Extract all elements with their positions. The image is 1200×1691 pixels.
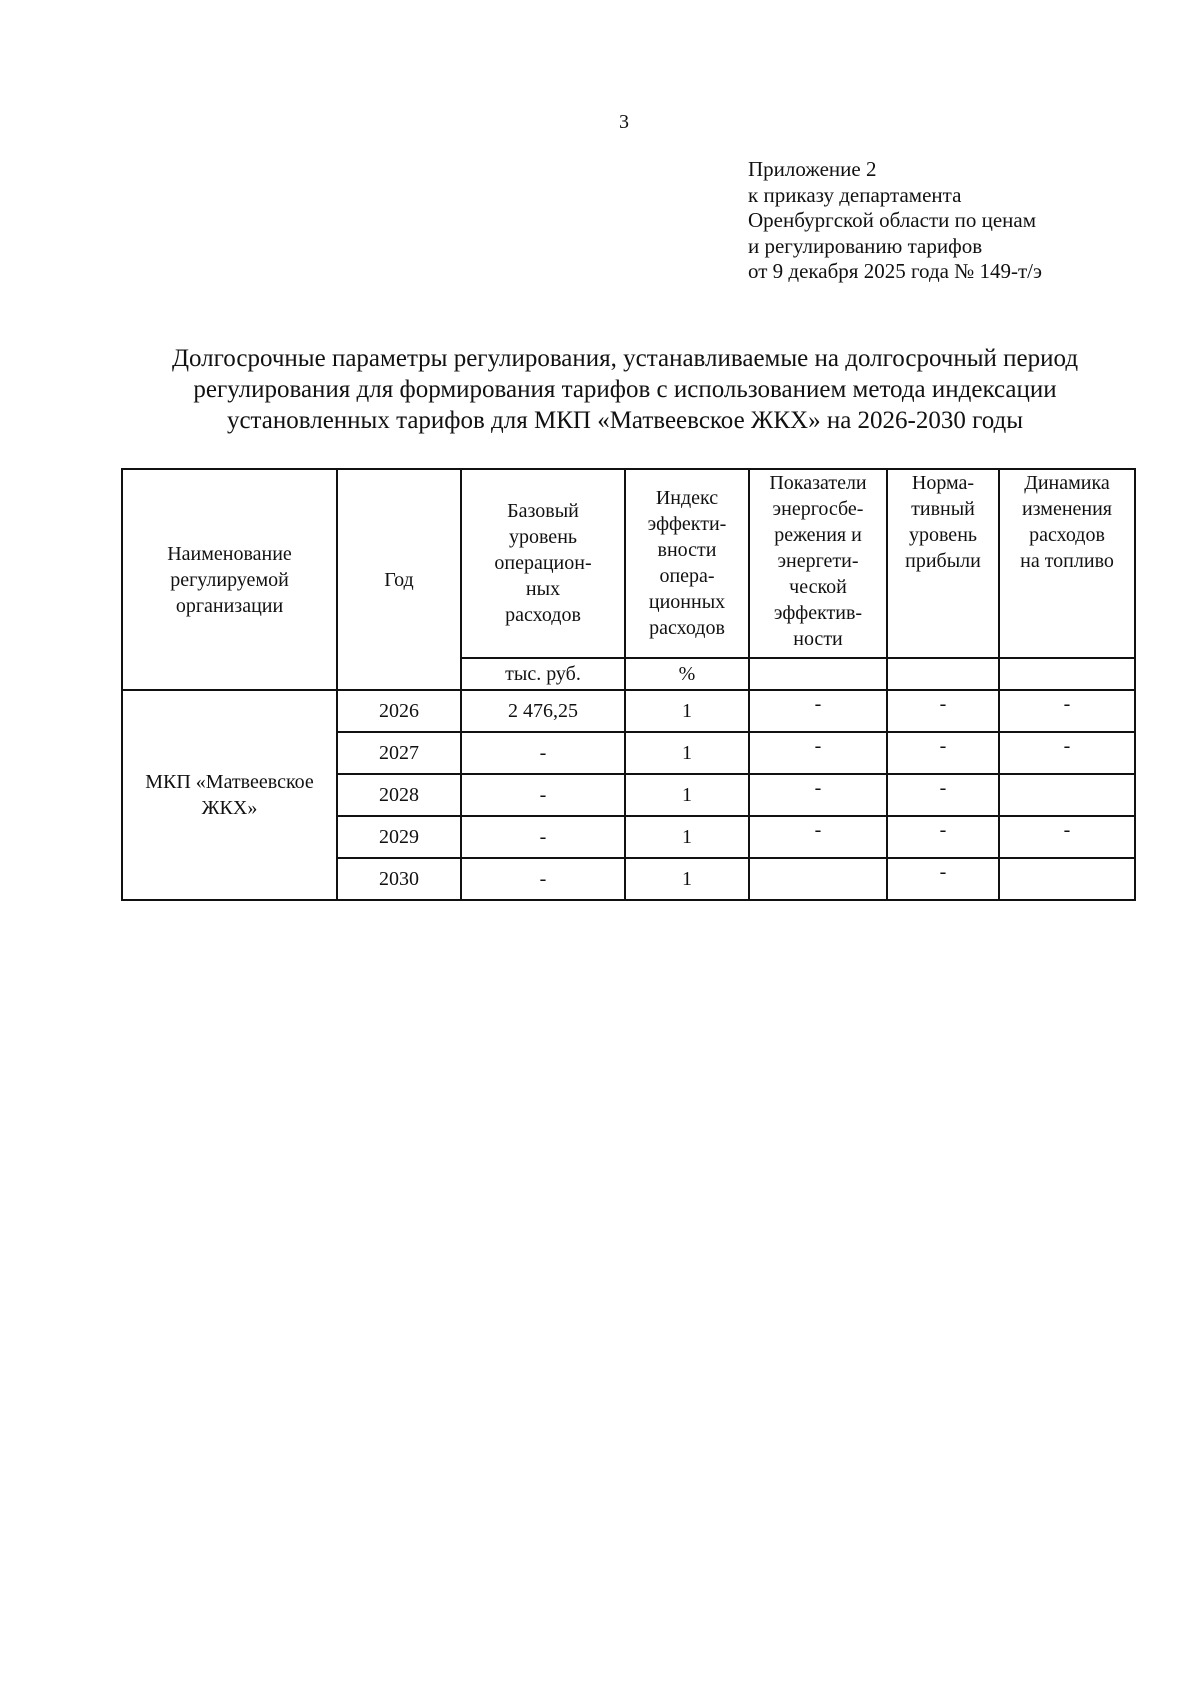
cell-efficiency-index: 1 [625, 690, 749, 732]
cell-fuel-dynamics: - [999, 690, 1135, 732]
cell-normative-profit: - [887, 732, 999, 774]
cell-base-opex: - [461, 858, 625, 900]
cell-normative-profit: - [887, 816, 999, 858]
header-energy-saving: Показатели энергосбе- режения и энергети- ческой эффектив- ности [749, 469, 887, 658]
cell-base-opex: - [461, 732, 625, 774]
cell-normative-profit: - [887, 774, 999, 816]
cell-fuel-dynamics: - [999, 816, 1135, 858]
document-title [90, 343, 1160, 436]
cell-fuel-dynamics [999, 774, 1135, 816]
cell-normative-profit: - [887, 690, 999, 732]
appendix-line: Оренбургской области по ценам [748, 208, 1037, 232]
cell-efficiency-index: 1 [625, 774, 749, 816]
table-row [122, 690, 1135, 732]
appendix-line: к приказу департамента [748, 182, 962, 207]
unit-efficiency-index: % [625, 658, 749, 690]
cell-efficiency-index: 1 [625, 732, 749, 774]
header-organization: Наименование регулируемой организации [122, 469, 337, 690]
organization-name-cell: МКП «Матвеевское ЖКХ» [122, 690, 337, 900]
unit-normative-profit [887, 658, 999, 690]
header-normative-profit: Норма- тивный уровень прибыли [887, 469, 999, 658]
appendix-line: от 9 декабря 2025 года № 149-т/э [748, 259, 1042, 283]
header-fuel-dynamics: Динамика изменения расходов на топливо [999, 469, 1135, 658]
appendix-line: и регулированию тарифов [748, 233, 983, 258]
table-header-row [122, 469, 1135, 658]
unit-fuel-dynamics [999, 658, 1135, 690]
cell-year: 2028 [337, 774, 461, 816]
cell-normative-profit: - [887, 858, 999, 900]
cell-efficiency-index: 1 [625, 816, 749, 858]
cell-base-opex: - [461, 774, 625, 816]
unit-base-opex: тыс. руб. [461, 658, 625, 690]
cell-energy-saving [749, 858, 887, 900]
cell-year: 2029 [337, 816, 461, 858]
page-number: 3 [619, 111, 629, 133]
header-base-opex: Базовый уровень операцион- ных расходов [461, 469, 625, 658]
header-year: Год [337, 469, 461, 690]
cell-year: 2027 [337, 732, 461, 774]
appendix-line: Приложение 2 [748, 157, 877, 181]
cell-energy-saving: - [749, 816, 887, 858]
regulation-parameters-table [121, 468, 1136, 901]
title-line: установленных тарифов для МКП «Матвеевское ЖКХ» на 2026-2030 годы [226, 407, 1024, 434]
appendix-block [748, 157, 1168, 285]
title-line: Долгосрочные параметры регулирования, устанавливаемые на долгосрочный период [171, 345, 1079, 372]
cell-energy-saving: - [749, 774, 887, 816]
cell-fuel-dynamics: - [999, 732, 1135, 774]
unit-energy-saving [749, 658, 887, 690]
header-efficiency-index: Индекс эффекти- вности опера- ционных расходов [625, 469, 749, 658]
cell-fuel-dynamics [999, 858, 1135, 900]
cell-year: 2026 [337, 690, 461, 732]
cell-year: 2030 [337, 858, 461, 900]
cell-base-opex: 2 476,25 [461, 690, 625, 732]
cell-energy-saving: - [749, 690, 887, 732]
cell-energy-saving: - [749, 732, 887, 774]
cell-efficiency-index: 1 [625, 858, 749, 900]
cell-base-opex: - [461, 816, 625, 858]
title-line: регулирования для формирования тарифов с использованием метода индексации [193, 376, 1057, 403]
